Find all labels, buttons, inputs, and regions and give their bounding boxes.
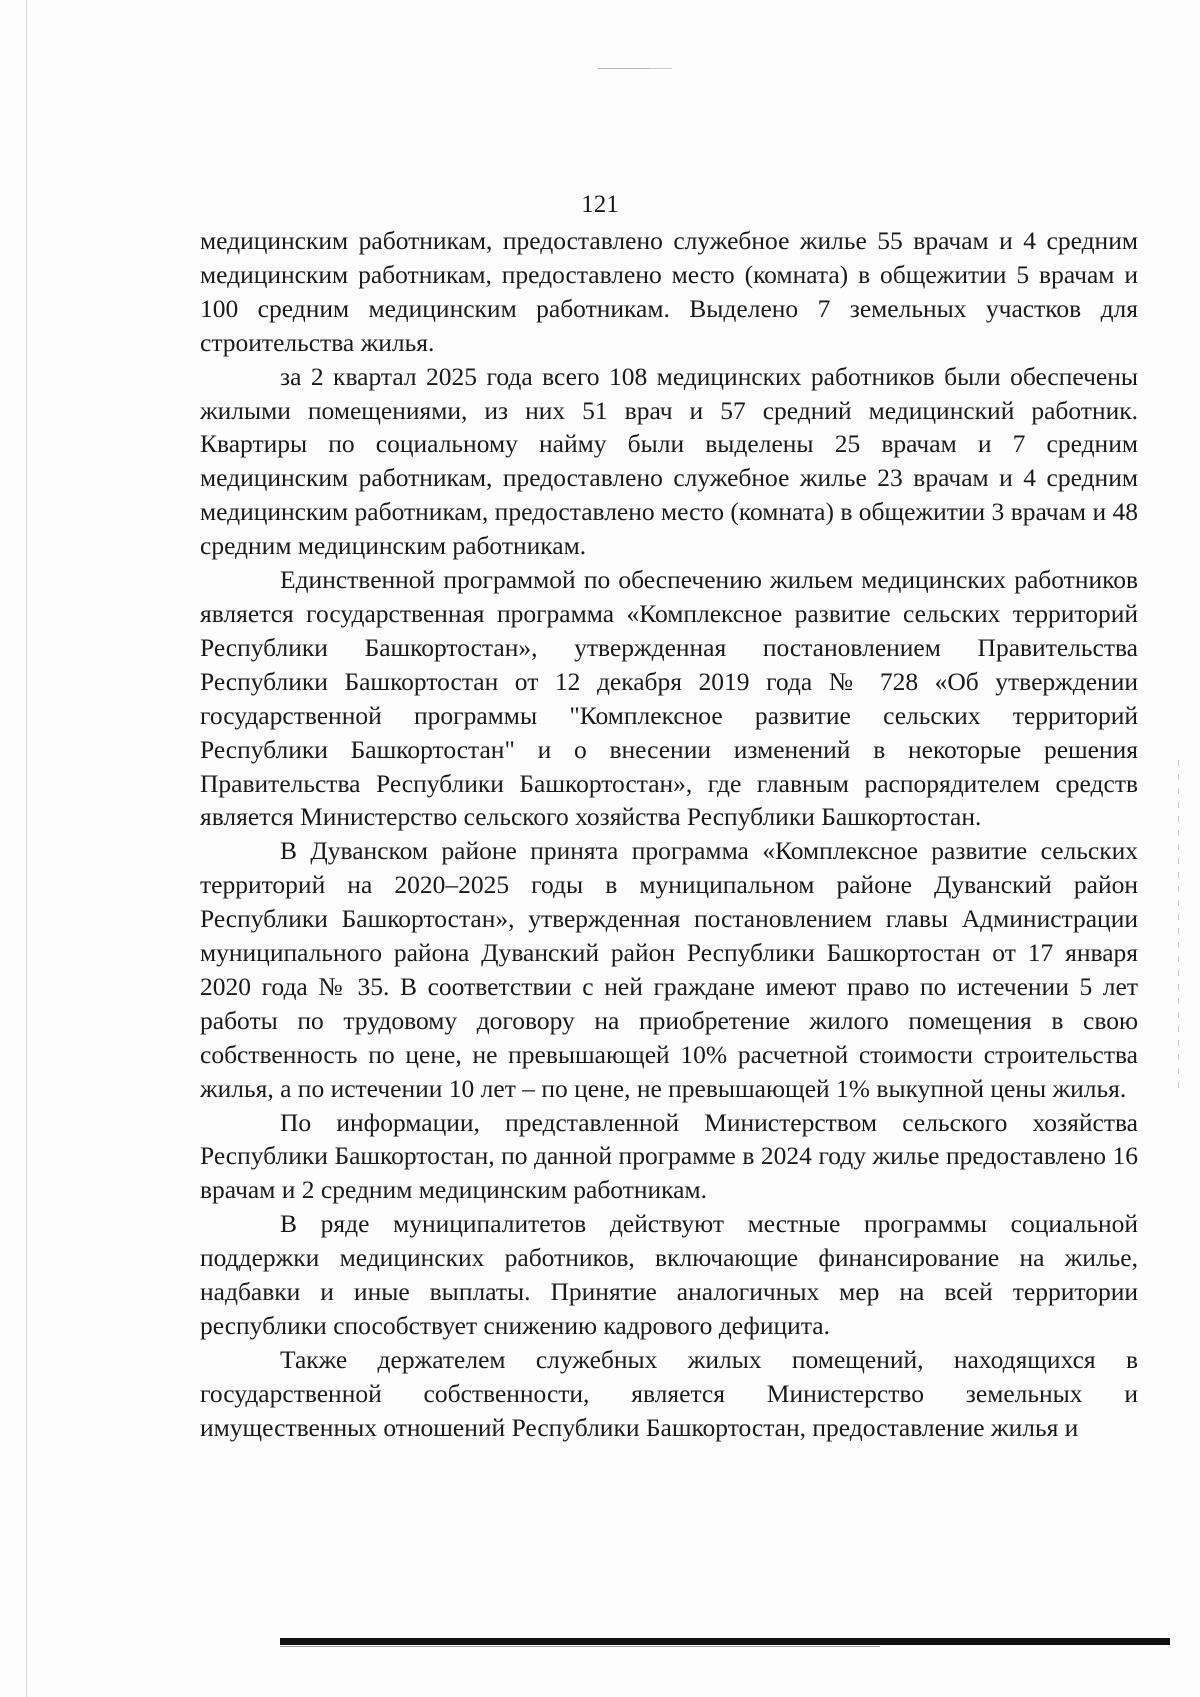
page-number: 121 <box>581 191 619 218</box>
paragraph: Единственной программой по обеспечению жильем медицинских работников является государственная программа «Комплексное развитие сельских территорий Республики Башкортостан», утвержденная постановлением Правительства Республики Башкортостан от 12 декабря 2019 года № 728 «Об утверждении государственной программы "Комплексное развитие сельских территорий Республики Башкортостан" и о внесении изменений в некоторые решения Правительства Республики Башкортостан», где главным распорядителем средств является Министерство сельского хозяйства Республики Башкортостан. <box>200 565 1138 832</box>
footer-rule <box>280 1638 1170 1645</box>
paragraph: за 2 квартал 2025 года всего 108 медицинских работников были обеспечены жилыми помещениями, из них 51 врач и 57 средний медицинский работник. Квартиры по социальному найму были выделены 25 врачам и 7 средним медицинским работникам, предоставлено служебное жилье 23 врачам и 4 средним медицинским работникам, предоставлено место (комната) в общежитии 3 врачам и 48 средним медицинским работникам. <box>200 361 1138 561</box>
footer-rule-thin <box>280 1646 880 1647</box>
paragraph: По информации, представленной Министерством сельского хозяйства Республики Башкортостан, по данной программе в 2024 году жилье предоставлено 16 врачам и 2 средним медицинским работникам. <box>200 1107 1138 1205</box>
scan-edge-line <box>26 0 27 1697</box>
paragraph: В ряде муниципалитетов действуют местные программы социальной поддержки медицинских работников, включающие финансирование на жилье, надбавки и иные выплаты. Принятие аналогичных мер на всей территории республики способствует снижению кадрового дефицита. <box>200 1209 1138 1340</box>
scan-mark <box>650 68 672 69</box>
paragraph: В Дуванском районе принята программа «Комплексное развитие сельских территорий на 2020–2025 годы в муниципальном районе Дуванский район Республики Башкортостан», утвержденная постановлением главы Администрации муниципального района Дуванский район Республики Башкортостан от 17 января 2020 года № 35. В соответствии с ней граждане имеют право по истечении 5 лет работы по трудовому договору на приобретение жилого помещения в свою собственность по цене, не превышающей 10% расчетной стоимости строительства жилья, а по истечении 10 лет – по цене, не превышающей 1% выкупной цены жилья. <box>200 836 1138 1103</box>
paragraph: Также держателем служебных жилых помещений, находящихся в государственной собственности, является Министерство земельных и имущественных отношений Республики Башкортостан, предоставление жилья и <box>200 1344 1138 1442</box>
scan-noise <box>1178 760 1179 1090</box>
body-text <box>200 224 1138 1445</box>
scan-mark <box>598 68 658 69</box>
paragraph: медицинским работникам, предоставлено служебное жилье 55 врачам и 4 средним медицинским работникам, предоставлено место (комната) в общежитии 5 врачам и 100 средним медицинским работникам. Выделено 7 земельных участков для строительства жилья. <box>200 226 1138 357</box>
